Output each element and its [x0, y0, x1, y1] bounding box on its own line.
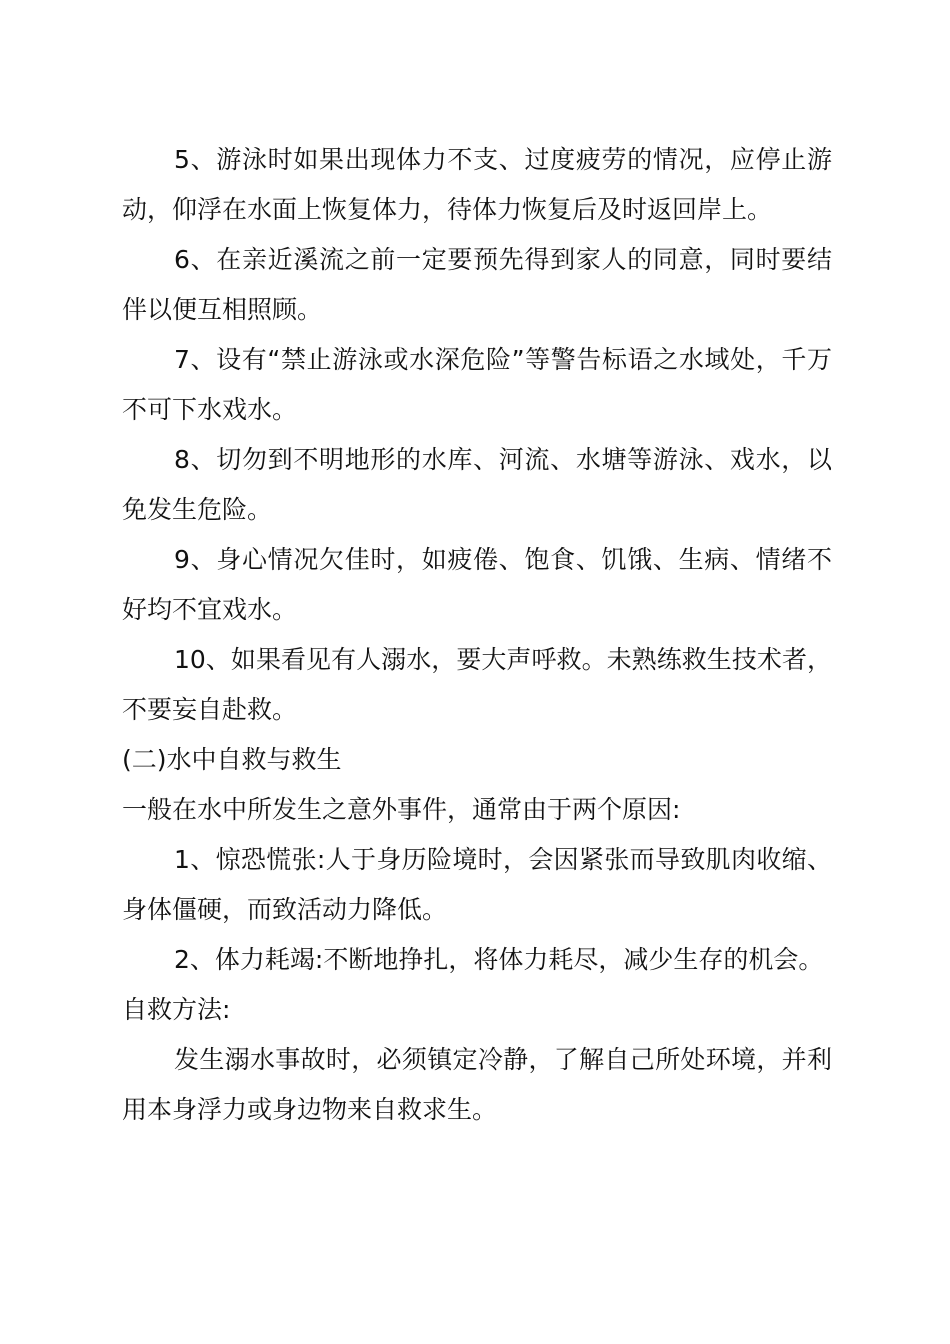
paragraph-cause-2: 2、体力耗竭:不断地挣扎，将体力耗尽，减少生存的机会。	[174, 945, 824, 974]
document-body	[122, 135, 832, 1135]
paragraph-tip-9: 9、身心情况欠佳时，如疲倦、饱食、饥饿、生病、情绪不好均不宜戏水。	[122, 545, 832, 624]
paragraph-tip-10: 10、如果看见有人溺水，要大声呼救。未熟练救生技术者，不要妄自赴救。	[122, 645, 832, 724]
paragraph-self-rescue: 发生溺水事故时，必须镇定冷静，了解自己所处环境，并利用本身浮力或身边物来自救求生。	[122, 1045, 832, 1124]
paragraph-tip-6: 6、在亲近溪流之前一定要预先得到家人的同意，同时要结伴以便互相照顾。	[122, 245, 832, 324]
section-heading: (二)水中自救与救生	[122, 745, 342, 774]
subheading-self-rescue: 自救方法:	[122, 995, 231, 1024]
paragraph-tip-8: 8、切勿到不明地形的水库、河流、水塘等游泳、戏水，以免发生危险。	[122, 445, 832, 524]
paragraph-intro: 一般在水中所发生之意外事件，通常由于两个原因:	[122, 795, 681, 824]
paragraph-cause-1: 1、惊恐慌张:人于身历险境时，会因紧张而导致肌肉收缩、身体僵硬，而致活动力降低。	[122, 845, 832, 924]
paragraph-tip-7: 7、设有“禁止游泳或水深危险”等警告标语之水域处，千万不可下水戏水。	[122, 345, 832, 424]
paragraph-tip-5: 5、游泳时如果出现体力不支、过度疲劳的情况，应停止游动，仰浮在水面上恢复体力，待体力恢复后及时返回岸上。	[122, 145, 832, 224]
